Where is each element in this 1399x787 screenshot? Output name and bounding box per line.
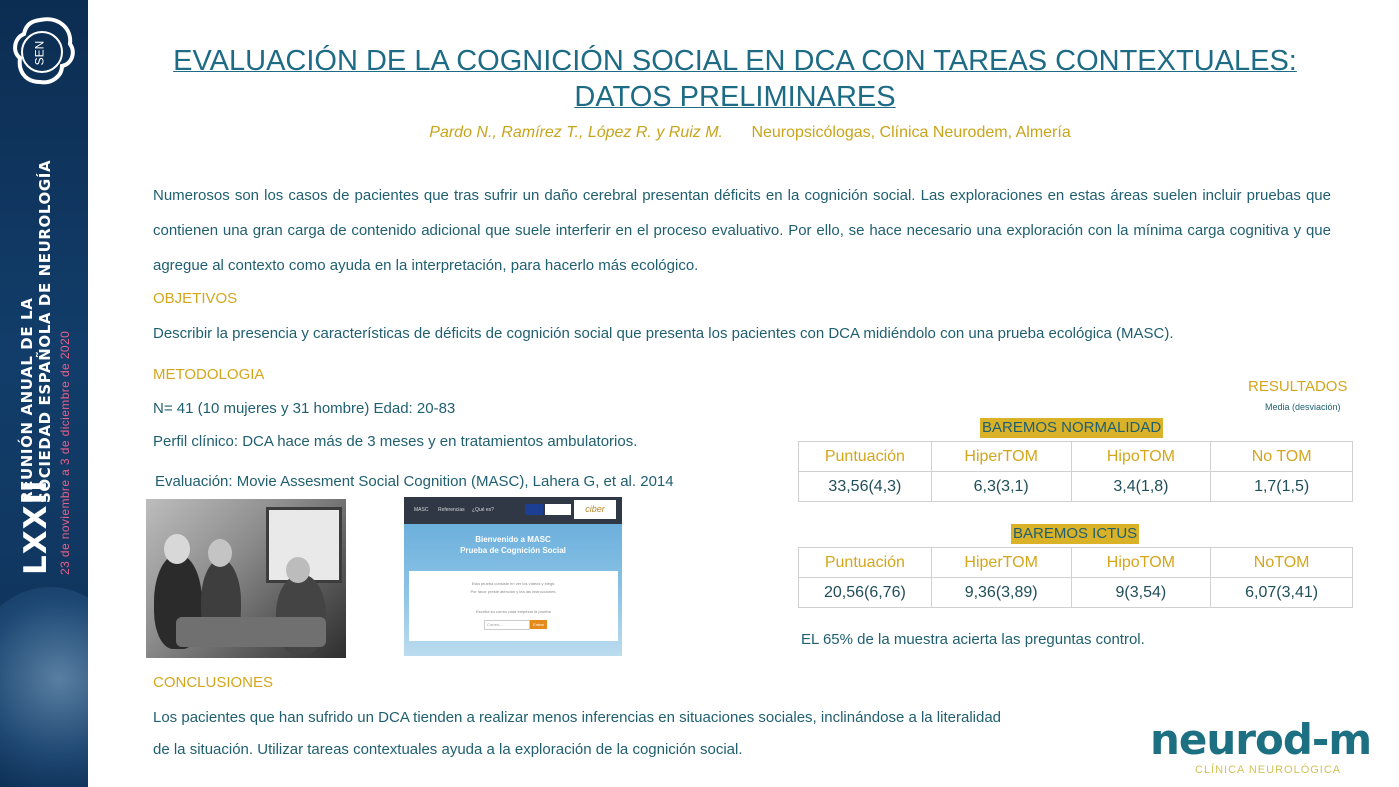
neurodem-logo: neurod-m — [1150, 715, 1372, 764]
table-header: No TOM — [1211, 442, 1353, 472]
conclusiones-line-1: Los pacientes que han sufrido un DCA tienden a realizar menos inferencias en situaciones sociales, inclinándose a la literalidad — [153, 709, 1002, 726]
table-header: NoTOM — [1211, 548, 1353, 578]
resultados-heading: RESULTADOS — [1248, 378, 1348, 395]
neurodem-subtitle: CLÍNICA NEUROLÓGICA — [1195, 764, 1342, 776]
table-header: HipoTOM — [1071, 548, 1211, 578]
masc-nav-1: MASC — [414, 507, 429, 513]
ictus-table — [798, 547, 1353, 608]
photo-head-1 — [164, 534, 190, 564]
congress-line-1: REUNIÓN ANUAL DE LA — [18, 297, 36, 503]
normalidad-value-row — [799, 472, 1353, 502]
intro-paragraph: Numerosos son los casos de pacientes que tras sufrir un daño cerebral presentan déficits en la cognición social. Las exploraciones en estas áreas suelen incluir pruebas que contienen una gran carga de contenido adicional que suele interferir en el proceso evaluativo. Por ello, se hace necesario una exploración con la mínima carga cognitiva y que agregue al contexto como ayuda en la interpretación, para hacerlo más ecológico. — [153, 187, 1331, 274]
profile-text: Perfil clínico: DCA hace más de 3 meses y en tratamientos ambulatorios. — [153, 433, 638, 450]
metodologia-heading: METODOLOGIA — [153, 366, 265, 383]
control-text: EL 65% de la muestra acierta las preguntas control. — [801, 631, 1145, 648]
masc-card — [409, 571, 618, 641]
resultados-note: Media (desviación) — [1265, 402, 1341, 412]
table-header: Puntuación — [799, 548, 932, 578]
objetivos-text: Describir la presencia y características de déficits de cognición social que presenta los pacientes con DCA midiéndolo con una prueba ecológica (MASC). — [153, 325, 1174, 342]
authors-line — [150, 124, 1350, 142]
brain-illustration — [0, 587, 88, 787]
masc-input: Correo... — [484, 620, 530, 630]
sample-text: N= 41 (10 mujeres y 31 hombre) Edad: 20-83 — [153, 400, 456, 417]
normalidad-header-row — [799, 442, 1353, 472]
table-cell: 9,36(3,89) — [931, 578, 1071, 608]
table-cell: 6,3(3,1) — [931, 472, 1071, 502]
table-cell: 6,07(3,41) — [1211, 578, 1353, 608]
table-header: HiperTOM — [931, 442, 1071, 472]
congress-number: LXXII — [18, 479, 54, 575]
affiliation: Neuropsicólogas, Clínica Neurodem, Almería — [751, 124, 1071, 141]
photo-head-3 — [286, 557, 310, 583]
objetivos-heading: OBJETIVOS — [153, 290, 238, 307]
eu-flag-icon — [525, 504, 543, 515]
title-line-1: EVALUACIÓN DE LA COGNICIÓN SOCIAL EN DCA CON TAREAS CONTEXTUALES: — [173, 45, 1297, 77]
table-header: Puntuación — [799, 442, 932, 472]
evaluation-text: Evaluación: Movie Assesment Social Cognition (MASC), Lahera G, et al. 2014 — [155, 473, 674, 490]
photo-table — [176, 617, 326, 647]
ictus-title: BAREMOS ICTUS — [1013, 525, 1138, 542]
table-cell: 9(3,54) — [1071, 578, 1211, 608]
congress-line-2: SOCIEDAD ESPAÑOLA DE NEUROLOGÍA — [36, 159, 54, 503]
poster-title — [150, 43, 1320, 115]
masc-welcome-2: Prueba de Cognición Social — [460, 546, 566, 555]
congress-dates: 23 de noviembre a 3 de diciembre de 2020 — [58, 330, 72, 575]
masc-button: Entrar — [530, 620, 547, 629]
masc-screenshot — [404, 497, 622, 656]
masc-nav-2: Referencias — [438, 507, 465, 513]
table-cell: 3,4(1,8) — [1071, 472, 1211, 502]
ictus-value-row — [799, 578, 1353, 608]
congress-sidebar — [0, 0, 88, 787]
sen-logo-text: SEN — [32, 40, 47, 66]
masc-line-1: Esta prueba consiste en ver los vídeos y elegir. — [471, 581, 556, 586]
masc-line-2: Por favor preste atención y lea las instrucciones. — [470, 589, 557, 594]
therapy-photo — [146, 499, 346, 658]
title-line-2: DATOS PRELIMINARES — [574, 81, 896, 113]
ciber-logo: ciber — [574, 500, 616, 519]
table-header: HipoTOM — [1071, 442, 1211, 472]
ictus-header-row — [799, 548, 1353, 578]
masc-welcome — [404, 534, 622, 556]
table-cell: 20,56(6,76) — [799, 578, 932, 608]
masc-welcome-1: Bienvenido a MASC — [475, 535, 551, 544]
conclusiones-heading: CONCLUSIONES — [153, 674, 274, 691]
photo-head-2 — [208, 539, 232, 567]
normalidad-table — [798, 441, 1353, 502]
masc-line-3: Escriba su correo para empezar la prueba — [476, 609, 551, 614]
normalidad-title: BAREMOS NORMALIDAD — [982, 419, 1162, 436]
table-cell: 33,56(4,3) — [799, 472, 932, 502]
table-header: HiperTOM — [931, 548, 1071, 578]
conclusiones-line-2: de la situación. Utilizar tareas contextuales ayuda a la exploración de la cognición social. — [153, 741, 743, 758]
author-names: Pardo N., Ramírez T., López R. y Ruiz M. — [429, 124, 723, 141]
masc-nav-3: ¿Qué es? — [472, 507, 494, 513]
table-cell: 1,7(1,5) — [1211, 472, 1353, 502]
eu-fund-logo-icon — [545, 504, 571, 515]
